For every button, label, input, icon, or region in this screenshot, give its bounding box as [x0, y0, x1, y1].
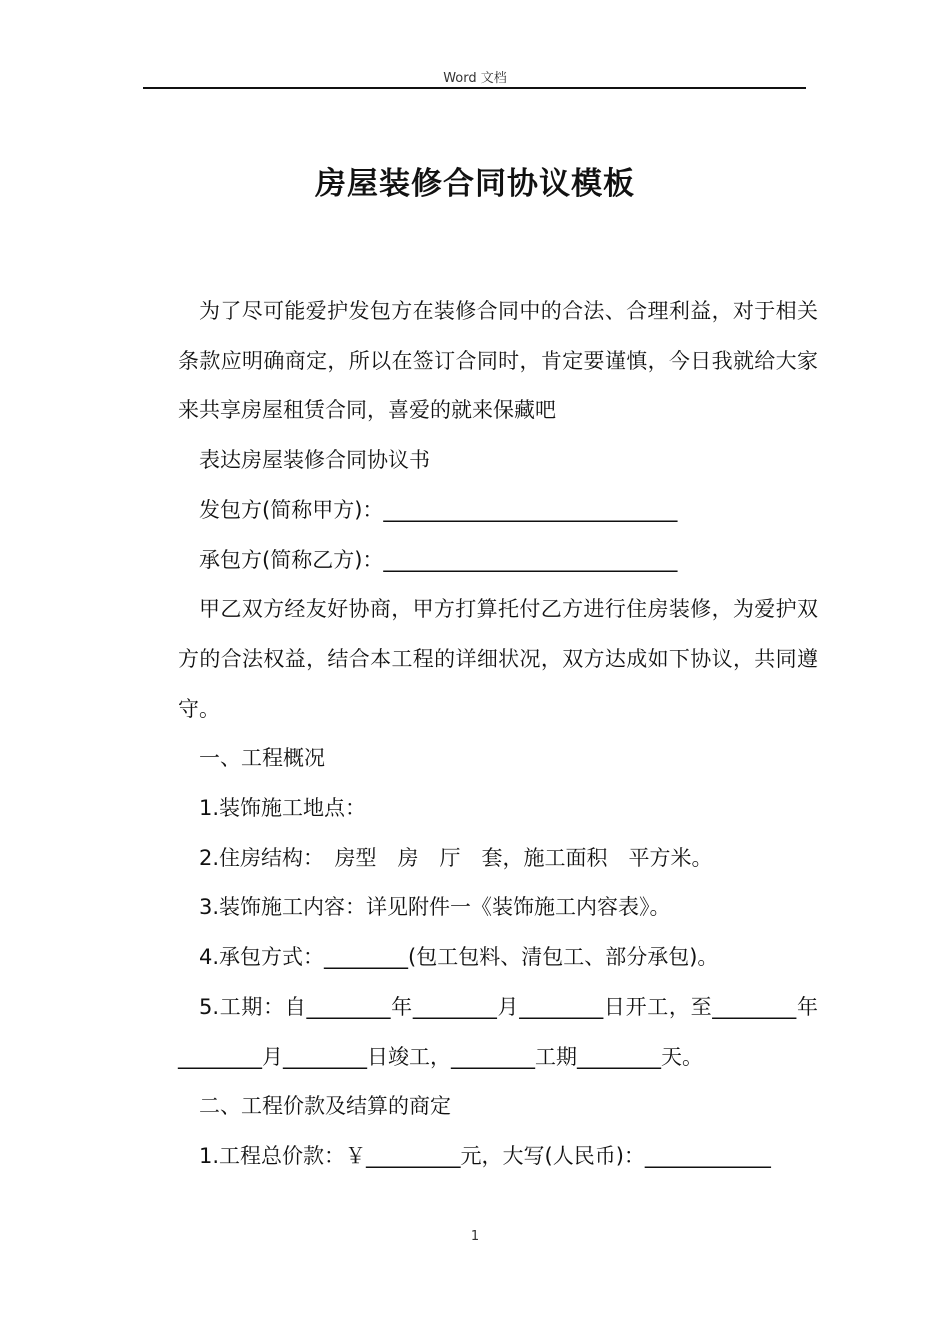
header-divider — [143, 87, 806, 89]
header-label: Word 文档 — [443, 71, 507, 86]
section-heading-2: 二、工程价款及结算的商定 — [199, 1094, 451, 1119]
clause-item: 3.装饰施工内容：详见附件一《装饰施工内容表》。 — [199, 895, 671, 920]
party-a-line: 发包方(简称甲方)：____________________________ — [199, 497, 678, 522]
clause-item: 4.承包方式：________(包工包料、清包工、部分承包)。 — [199, 945, 719, 970]
paragraph-subtitle: 表达房屋装修合同协议书 — [199, 448, 430, 473]
section-heading-1: 一、工程概况 — [199, 746, 325, 771]
clause-item: 5.工期：自________年________月________日开工，至________年________月________日竣工，________工期________天。 — [178, 994, 818, 1069]
clause-item: 1.工程总价款：￥_________元，大写(人民币)：____________ — [199, 1143, 771, 1168]
clause-item: 1.装饰施工地点： — [199, 796, 367, 821]
paragraph-intro: 为了尽可能爱护发包方在装修合同中的合法、合理利益，对于相关条款应明确商定，所以在签订合同时，肯定要谨慎，今日我就给大家来共享房屋租赁合同，喜爱的就来保藏吧 — [178, 299, 818, 423]
clause-item: 2.住房结构： 房型 房 厅 套，施工面积 平方米。 — [199, 845, 713, 870]
document-body — [178, 287, 818, 1182]
party-b-line: 承包方(简称乙方)：____________________________ — [199, 547, 678, 572]
page-number: 1 — [470, 1229, 480, 1244]
document-title: 房屋装修合同协议模板 — [315, 166, 635, 202]
paragraph-agreement: 甲乙双方经友好协商，甲方打算托付乙方进行住房装修，为爱护双方的合法权益，结合本工程的详细状况，双方达成如下协议，共同遵守。 — [178, 597, 818, 721]
